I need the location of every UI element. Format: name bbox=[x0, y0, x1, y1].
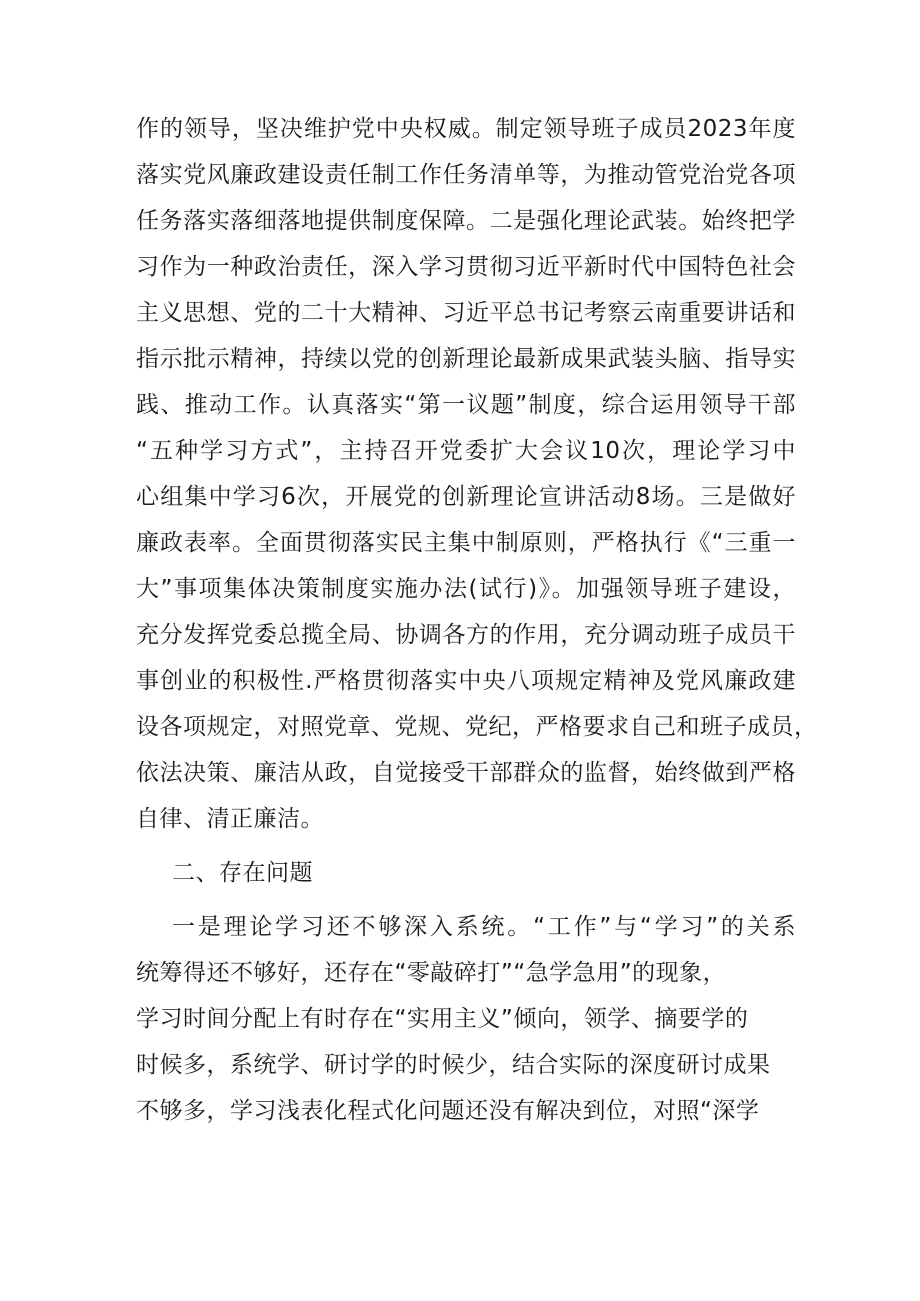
paragraph-line: 设各项规定，对照党章、党规、党纪，严格要求自己和班子成员， bbox=[136, 714, 818, 740]
paragraph-line: “五种学习方式”，主持召开党委扩大会议10次，理论学习中 bbox=[136, 438, 796, 464]
paragraph-line: 大”事项集体决策制度实施办法(试行)》。加强领导班子建设， bbox=[136, 576, 796, 602]
paragraph-line: 指示批示精神，持续以党的创新理论最新成果武装头脑、指导实 bbox=[136, 346, 796, 372]
paragraph-line: 充分发挥党委总揽全局、协调各方的作用，充分调动班子成员干 bbox=[136, 622, 796, 648]
paragraph-line: 习作为一种政治责任，深入学习贯彻习近平新时代中国特色社会 bbox=[136, 254, 796, 280]
paragraph-line: 依法决策、廉洁从政，自觉接受干部群众的监督，始终做到严格 bbox=[136, 760, 796, 786]
paragraph-line: 主义思想、党的二十大精神、习近平总书记考察云南重要讲话和 bbox=[136, 300, 796, 326]
paragraph-line: 任务落实落细落地提供制度保障。二是强化理论武装。始终把学 bbox=[136, 208, 796, 234]
section-heading: 二、存在问题 bbox=[172, 860, 313, 886]
problem-line: 一是理论学习还不够深入系统。“工作”与“学习”的关系 bbox=[172, 914, 796, 940]
paragraph-line: 廉政表率。全面贯彻落实民主集中制原则，严格执行《“三重一 bbox=[136, 530, 796, 556]
paragraph-line: 作的领导，坚决维护党中央权威。制定领导班子成员2023年度 bbox=[136, 116, 796, 142]
paragraph-line: 落实党风廉政建设责任制工作任务清单等，为推动管党治党各项 bbox=[136, 162, 796, 188]
problem-line: 时候多，系统学、研讨学的时候少，结合实际的深度研讨成果 bbox=[136, 1052, 771, 1078]
paragraph-line: 事创业的积极性.严格贯彻落实中央八项规定精神及党风廉政建 bbox=[136, 668, 796, 694]
paragraph-line: 心组集中学习6次，开展党的创新理论宣讲活动8场。三是做好 bbox=[136, 484, 796, 510]
paragraph-line: 自律、清正廉洁。 bbox=[136, 806, 324, 832]
problem-line: 学习时间分配上有时存在“实用主义”倾向，领学、摘要学的 bbox=[136, 1006, 749, 1032]
paragraph-line: 践、推动工作。认真落实“第一议题”制度，综合运用领导干部 bbox=[136, 392, 796, 418]
problem-line: 统筹得还不够好，还存在“零敲碎打”“急学急用”的现象， bbox=[136, 960, 727, 986]
problem-line: 不够多，学习浅表化程式化问题还没有解决到位，对照“深学 bbox=[136, 1098, 760, 1124]
